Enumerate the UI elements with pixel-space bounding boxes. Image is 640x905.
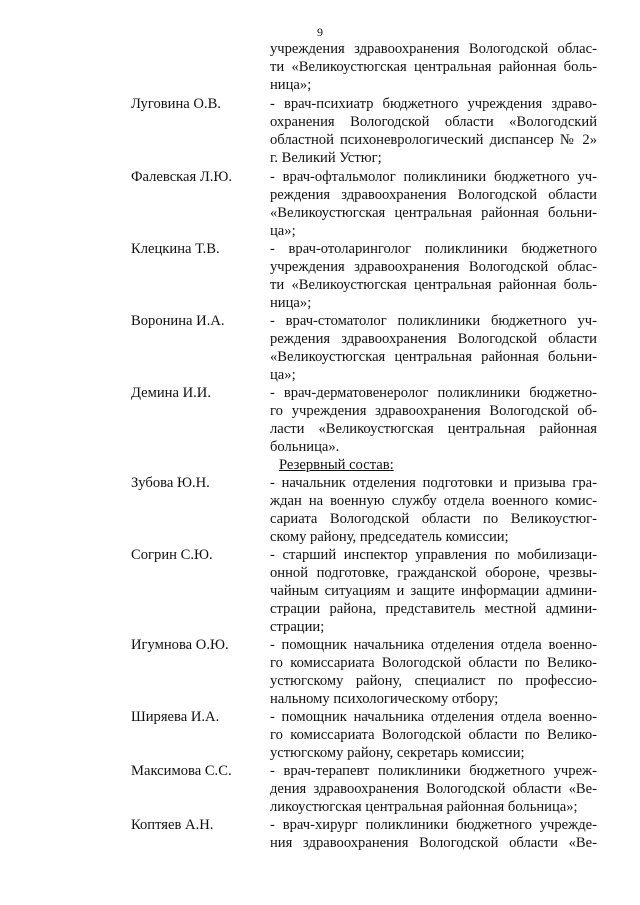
entry-description-line: учреждения здравоохранения Вологодской облас- [270, 41, 597, 57]
page-number: 9 [317, 25, 323, 39]
reserve-heading: Резервный состав: [279, 457, 394, 473]
entry-description-line: ца»; [270, 223, 296, 239]
entry-description-line: «Великоустюгская центральная районная больни- [270, 349, 597, 365]
member-name: Максимова С.С. [131, 763, 232, 779]
entry-description-line: ца»; [270, 367, 296, 383]
entry-description-line: - старший инспектор управления по мобилизаци- [270, 547, 597, 563]
entry-description-line: страции района, представитель местной админи- [270, 601, 597, 617]
entry-description-line: - помощник начальника отделения отдела военно- [270, 709, 597, 725]
member-name: Коптяев А.Н. [131, 817, 214, 833]
member-name: Зубова Ю.Н. [131, 475, 210, 491]
entry-description-line: нальному психологическому отбору; [270, 691, 499, 707]
member-name: Демина И.И. [131, 385, 211, 401]
entry-description-line: - врач-отоларинголог поликлиники бюджетного [270, 241, 597, 257]
entry-description-line: - помощник начальника отделения отдела военно- [270, 637, 597, 653]
entry-description-line: ния здравоохранения Вологодской области «Ве- [270, 835, 597, 851]
entry-description-line: ти «Великоустюгская центральная районная боль- [270, 277, 597, 293]
member-name: Луговина О.В. [131, 96, 221, 112]
member-name: Клецкина Т.В. [131, 241, 220, 257]
entry-description-line: ждан на военную службу отдела военного комис- [270, 493, 597, 509]
entry-description-line: реждения здравоохранения Вологодской области [270, 331, 597, 347]
entry-description-line: ница»; [270, 295, 312, 311]
entry-description-line: больница». [270, 439, 340, 455]
entry-description-line: - врач-терапевт поликлиники бюджетного учреж- [270, 763, 597, 779]
entry-description-line: скому району, председатель комиссии; [270, 529, 509, 545]
entry-description-line: - врач-хирург поликлиники бюджетного учрежде- [270, 817, 597, 833]
entry-description-line: онной подготовке, гражданской обороне, чрезвы- [270, 565, 597, 581]
member-name: Ширяева И.А. [131, 709, 220, 725]
entry-description-line: ласти «Великоустюгская центральная районная [270, 421, 597, 437]
entry-description-line: ликоустюгская центральная районная больница»; [270, 799, 578, 815]
entry-description-line: го комиссариата Вологодской области по Велико- [270, 727, 597, 743]
entry-description-line: устюгскому району, специалист по профессио- [270, 673, 597, 689]
entry-description-line: чайным ситуациям и защите информации админи- [270, 583, 597, 599]
entry-description-line: охранения Вологодской области «Вологодский [270, 114, 597, 130]
entry-description-line: сариата Вологодской области по Великоустюг- [270, 511, 597, 527]
entry-description-line: го комиссариата Вологодской области по Велико- [270, 655, 597, 671]
member-name: Игумнова О.Ю. [131, 637, 229, 653]
entry-description-line: - врач-стоматолог поликлиники бюджетного уч- [270, 313, 597, 329]
entry-description-line: ница»; [270, 77, 312, 93]
member-name: Фалевская Л.Ю. [131, 169, 233, 185]
entry-description-line: - врач-офтальмолог поликлиники бюджетного уч- [270, 169, 597, 185]
entry-description-line: г. Великий Устюг; [270, 150, 382, 166]
entry-description-line: - врач-психиатр бюджетного учреждения здраво- [270, 96, 597, 112]
entry-description-line: - врач-дерматовенеролог поликлиники бюджетно- [270, 385, 597, 401]
entry-description-line: дения здравоохранения Вологодской области «Ве- [270, 781, 597, 797]
entry-description-line: реждения здравоохранения Вологодской области [270, 187, 597, 203]
member-name: Согрин С.Ю. [131, 547, 213, 563]
entry-description-line: учреждения здравоохранения Вологодской облас- [270, 259, 597, 275]
entry-description-line: - начальник отделения подготовки и призыва гра- [270, 475, 597, 491]
entry-description-line: страции; [270, 619, 325, 635]
entry-description-line: «Великоустюгская центральная районная больни- [270, 205, 597, 221]
entry-description-line: областной психоневрологический диспансер № 2» [270, 132, 597, 148]
entry-description-line: ти «Великоустюгская центральная районная боль- [270, 59, 597, 75]
entry-description-line: го учреждения здравоохранения Вологодской об- [270, 403, 597, 419]
entry-description-line: устюгскому району, секретарь комиссии; [270, 745, 525, 761]
member-name: Воронина И.А. [131, 313, 225, 329]
